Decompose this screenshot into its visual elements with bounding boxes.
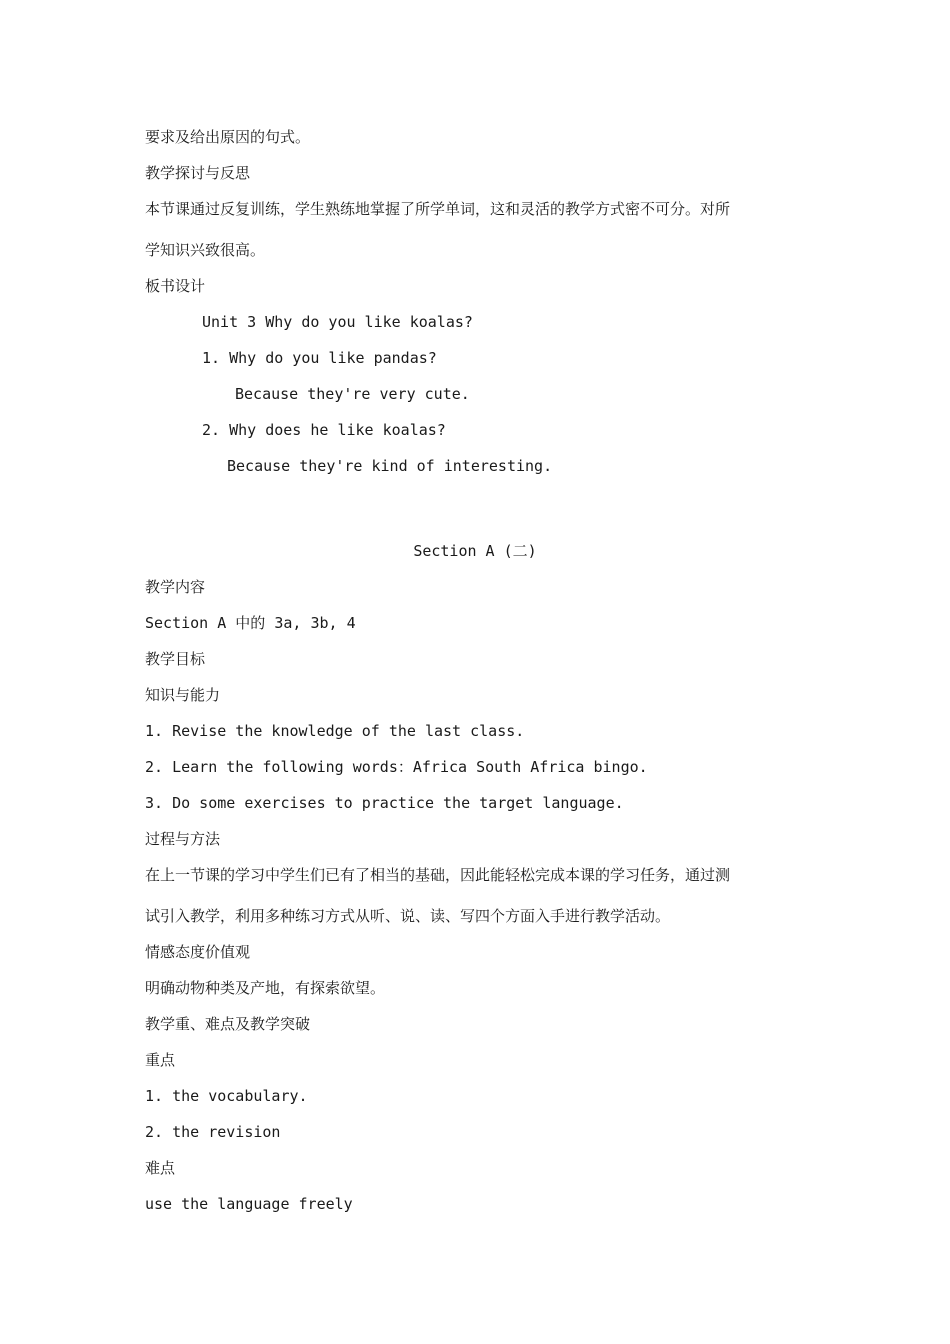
process-paragraph-line-2: 试引入教学，利用多种练习方式从听、说、读、写四个方面入手进行教学活动。: [145, 907, 671, 925]
knowledge-item: 3. Do some exercises to practice the target language.: [145, 794, 624, 812]
keypoints-heading: 教学重、难点及教学突破: [145, 1015, 311, 1033]
content-heading: 教学内容: [145, 578, 206, 596]
reflection-paragraph-line-1: 本节课通过反复训练，学生熟练地掌握了所学单词，这和灵活的教学方式密不可分。对所: [145, 200, 731, 218]
board-design-heading: 板书设计: [145, 277, 206, 295]
reflection-heading: 教学探讨与反思: [145, 164, 251, 182]
emotion-heading: 情感态度价值观: [145, 943, 251, 961]
goal-heading: 教学目标: [145, 650, 206, 668]
knowledge-heading: 知识与能力: [145, 686, 221, 704]
emotion-text: 明确动物种类及产地，有探索欲望。: [145, 979, 386, 997]
knowledge-item: 1. Revise the knowledge of the last class.: [145, 722, 525, 740]
focus-item: 1. the vocabulary.: [145, 1087, 308, 1105]
section-title: Section A (二): [413, 542, 537, 560]
content-text: Section A 中的 3a, 3b, 4: [145, 614, 356, 632]
knowledge-item: 2. Learn the following words：Africa South Africa bingo.: [145, 758, 648, 776]
process-heading: 过程与方法: [145, 830, 221, 848]
board-question-1: 1. Why do you like pandas?: [202, 349, 437, 367]
reflection-paragraph-line-2: 学知识兴致很高。: [145, 241, 266, 259]
focus-item: 2. the revision: [145, 1123, 281, 1141]
board-question-2: 2. Why does he like koalas?: [202, 421, 446, 439]
board-answer-2: Because they're kind of interesting.: [227, 457, 553, 475]
difficulty-heading: 难点: [145, 1159, 176, 1177]
text-line: 要求及给出原因的句式。: [145, 128, 311, 146]
difficulty-text: use the language freely: [145, 1195, 353, 1213]
board-title: Unit 3 Why do you like koalas?: [202, 313, 473, 331]
process-paragraph-line-1: 在上一节课的学习中学生们已有了相当的基础，因此能轻松完成本课的学习任务，通过测: [145, 866, 731, 884]
focus-heading: 重点: [145, 1051, 176, 1069]
board-answer-1: Because they're very cute.: [235, 385, 470, 403]
